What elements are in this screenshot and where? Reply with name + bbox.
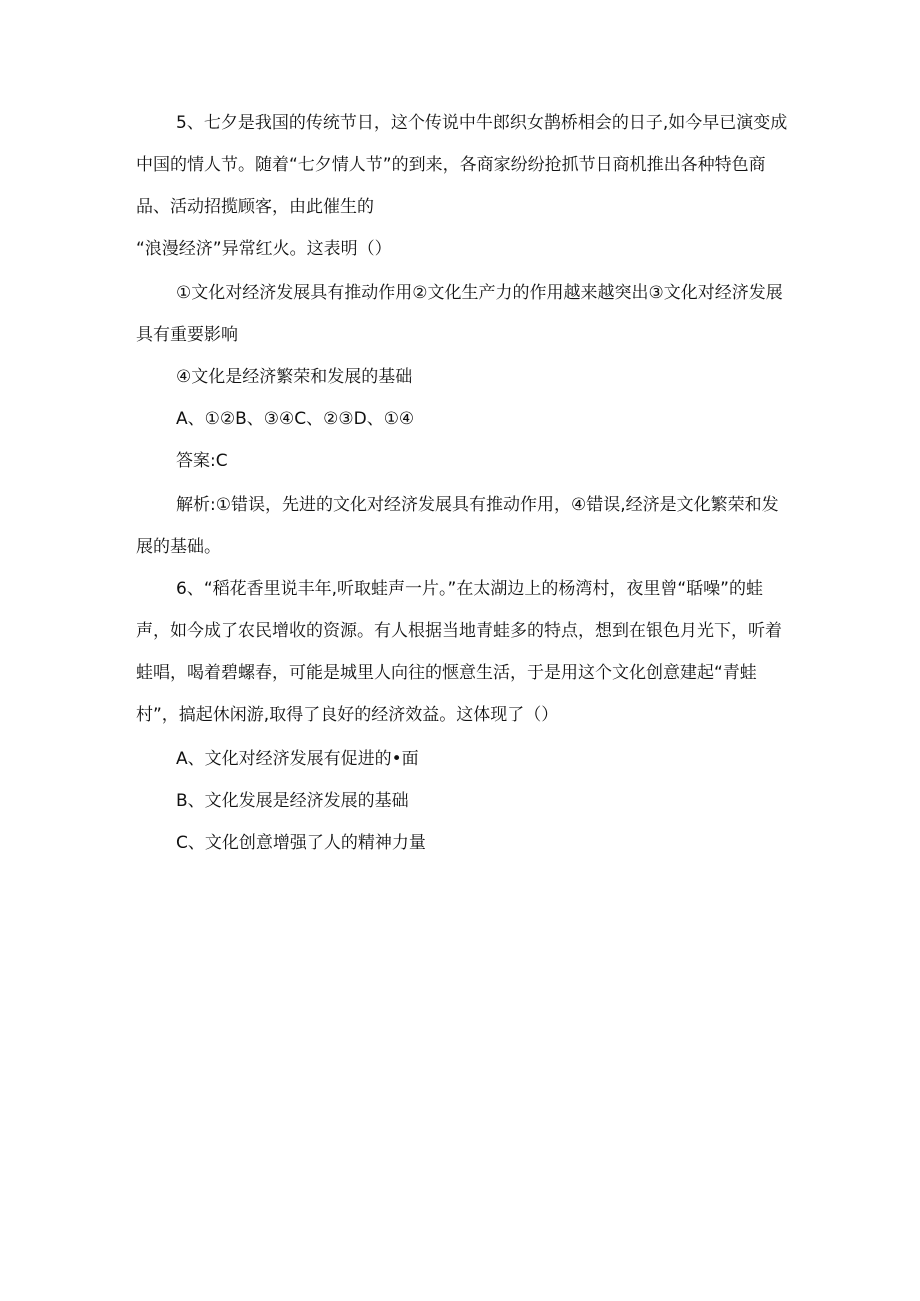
- question-5-stem: 5、七夕是我国的传统节日，这个传说中牛郎织女鹊桥相会的日子,如今早已演变成中国的情人节。随着“七夕情人节”的到来，各商家纷纷抢抓节日商机推出各种特色商品、活动招揽顾客，由此催生的: [136, 113, 788, 217]
- question-5-stem-continued: “浪漫经济”异常红火。这表明（）: [136, 239, 392, 259]
- question-6-option-a: A、文化对经济发展有促进的•面: [176, 749, 419, 769]
- question-5-statements: ①文化对经济发展具有推动作用②文化生产力的作用越来越突出③文化对经济发展具有重要影响: [136, 283, 783, 345]
- question-6-stem: 6、“稻花香里说丰年,听取蛙声一片。”在太湖边上的杨湾村，夜里曾“聒噪”的蛙声，如今成了农民增收的资源。有人根据当地青蛙多的特点，想到在银色月光下，听着蛙唱，喝着碧螺春，可能是城里人向往的惬意生活，于是用这个文化创意建起“青蛙村”，搞起休闲游,取得了良好的经济效益。这体现了（）: [136, 579, 782, 725]
- question-5-answer: 答案:C: [176, 451, 228, 471]
- question-5-statement-4: ④文化是经济繁荣和发展的基础: [176, 367, 413, 387]
- question-6-option-b: B、文化发展是经济发展的基础: [176, 791, 409, 811]
- question-5-analysis: 解析:①错误，先进的文化对经济发展具有推动作用，④错误,经济是文化繁荣和发展的基础。: [136, 495, 779, 557]
- question-6-option-c: C、文化创意增强了人的精神力量: [176, 833, 426, 853]
- question-5-options: A、①②B、③④C、②③D、①④: [176, 409, 415, 429]
